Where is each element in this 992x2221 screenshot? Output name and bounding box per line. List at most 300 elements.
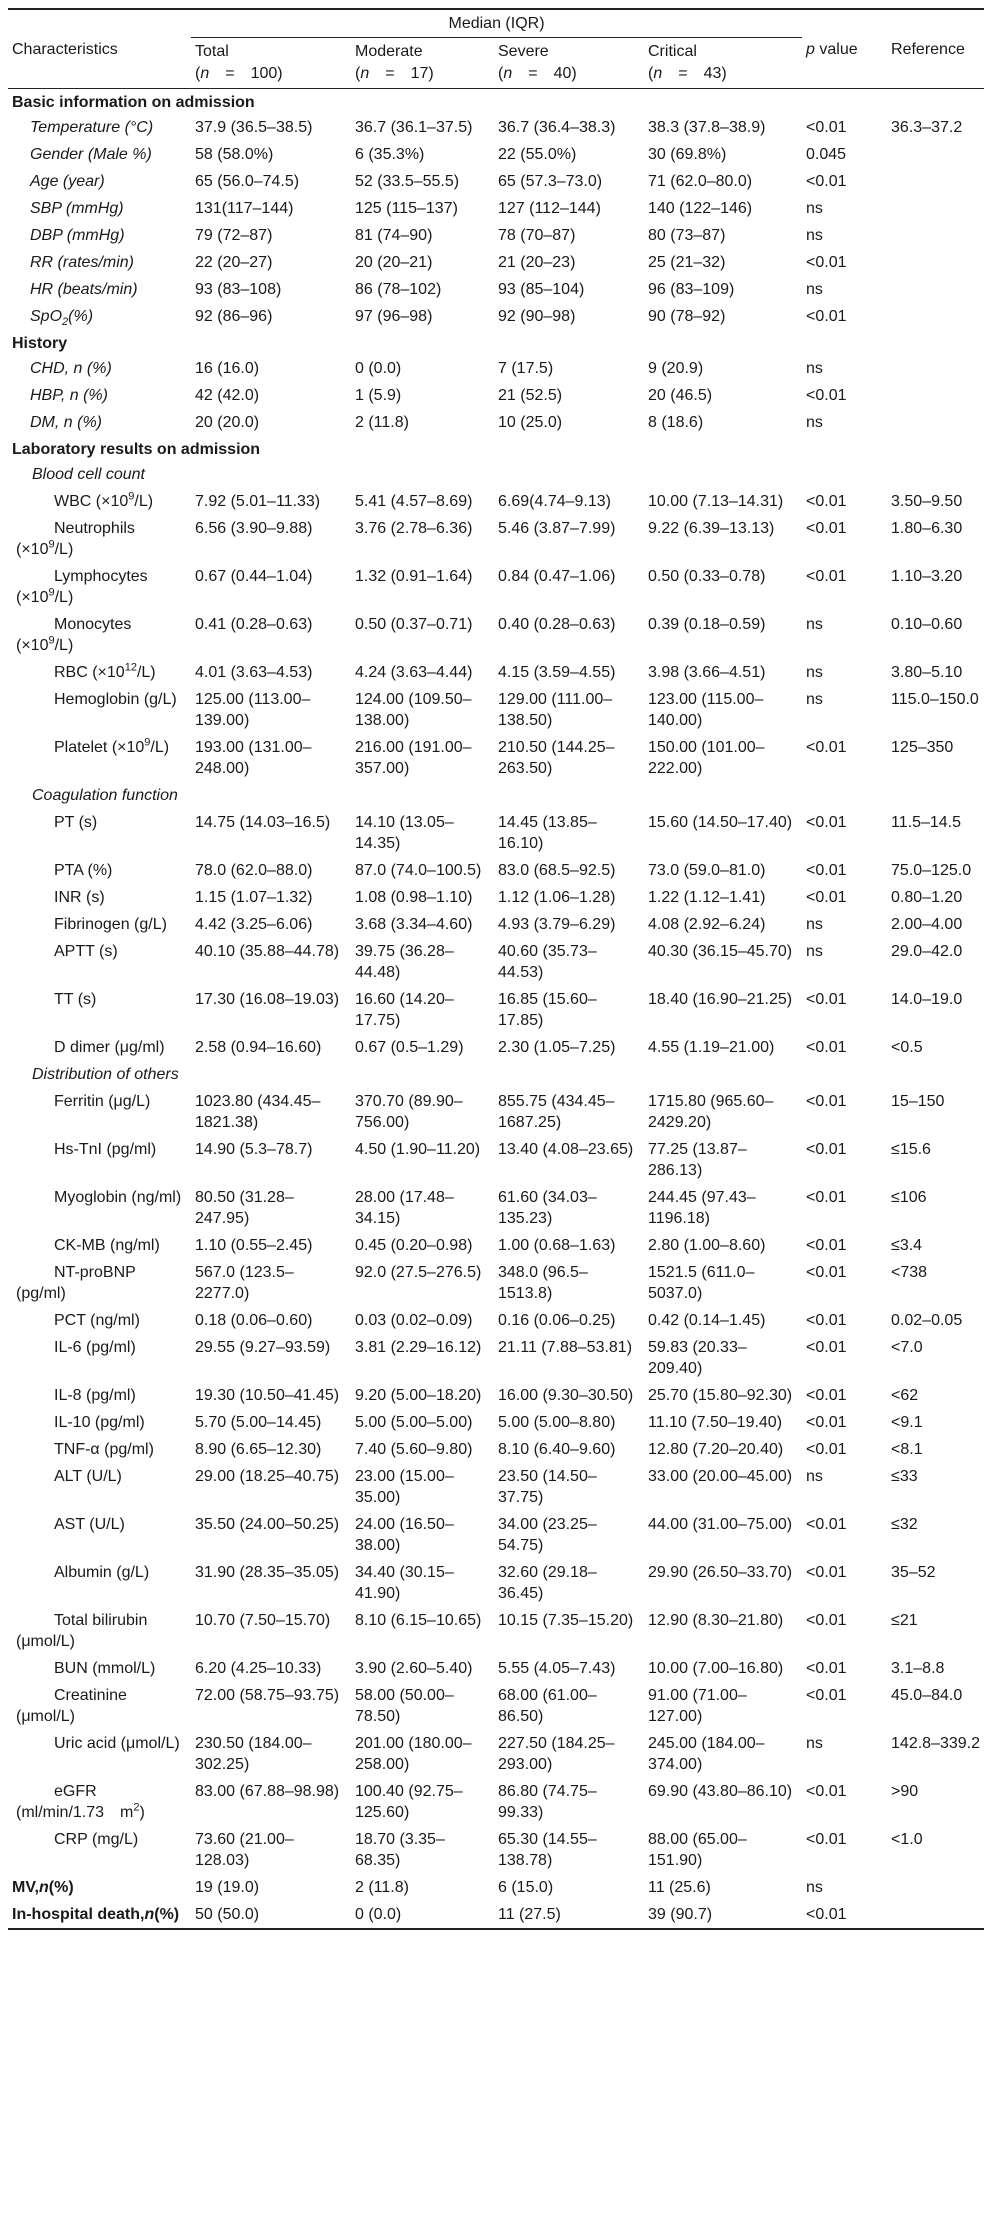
cell-moderate: 3.68 (3.34–4.60) — [355, 916, 473, 933]
cell-severe: 65.30 (14.55–138.78) — [498, 1831, 597, 1869]
cell-total: 42 (42.0) — [195, 387, 260, 404]
section-title: History — [12, 335, 68, 352]
cell-label: Fibrinogen (g/L) — [54, 916, 167, 933]
table-row — [8, 1874, 984, 1901]
section-title: Coagulation function — [32, 787, 178, 804]
table-row — [8, 141, 984, 168]
cell-label: DM, n (%) — [30, 414, 102, 431]
table-body — [8, 89, 984, 1930]
cell-total: 37.9 (36.5–38.5) — [195, 119, 313, 136]
cell-p: <0.01 — [806, 1189, 847, 1206]
cell-severe: 21.11 (7.88–53.81) — [498, 1339, 633, 1356]
section-basic — [8, 89, 984, 115]
cell-total: 2.58 (0.94–16.60) — [195, 1039, 322, 1056]
cell-label: CHD, n (%) — [30, 360, 112, 377]
table-row — [8, 734, 984, 782]
cell-label: SBP (mmHg) — [30, 200, 124, 217]
group-name: Severe — [498, 43, 549, 60]
cell-moderate: 28.00 (17.48–34.15) — [355, 1189, 454, 1227]
cell-severe: 6.69(4.74–9.13) — [498, 493, 611, 510]
cell-severe: 129.00 (111.00–138.50) — [498, 691, 613, 729]
cell-p: ns — [806, 360, 823, 377]
cell-severe: 34.00 (23.25–54.75) — [498, 1516, 597, 1554]
cell-ref: 2.00–4.00 — [891, 916, 963, 933]
cell-severe: 0.16 (0.06–0.25) — [498, 1312, 616, 1329]
cell-moderate: 2 (11.8) — [355, 1879, 409, 1896]
cell-ref: 0.10–0.60 — [891, 616, 963, 633]
cell-ref: 35–52 — [891, 1564, 936, 1581]
cell-p: ns — [806, 227, 823, 244]
cell-critical: 9.22 (6.39–13.13) — [648, 520, 775, 537]
cell-severe: 40.60 (35.73–44.53) — [498, 943, 597, 981]
group-n: (n = 17) — [355, 65, 434, 82]
cell-total: 14.90 (5.3–78.7) — [195, 1141, 313, 1158]
cell-severe: 7 (17.5) — [498, 360, 554, 377]
cell-ref: 1.80–6.30 — [891, 520, 963, 537]
cell-p: <0.01 — [806, 1564, 847, 1581]
cell-critical: 91.00 (71.00–127.00) — [648, 1687, 747, 1725]
cell-severe: 16.00 (9.30–30.50) — [498, 1387, 634, 1404]
cell-critical: 30 (69.8%) — [648, 146, 727, 163]
cell-label: TT (s) — [54, 991, 97, 1008]
cell-total: 78.0 (62.0–88.0) — [195, 862, 313, 879]
cell-moderate: 20 (20–21) — [355, 254, 433, 271]
cell-p: <0.01 — [806, 1387, 847, 1404]
cell-critical: 4.55 (1.19–21.00) — [648, 1039, 775, 1056]
cell-total: 5.70 (5.00–14.45) — [195, 1414, 322, 1431]
table-row — [8, 809, 984, 857]
cell-total: 29.55 (9.27–93.59) — [195, 1339, 331, 1356]
section-history — [8, 330, 984, 355]
cell-moderate: 0.67 (0.5–1.29) — [355, 1039, 464, 1056]
cell-label: MV,n(%) — [12, 1879, 74, 1896]
cell-severe: 5.00 (5.00–8.80) — [498, 1414, 616, 1431]
cell-critical: 12.90 (8.30–21.80) — [648, 1612, 784, 1629]
cell-ref: ≤21 — [891, 1612, 918, 1629]
cell-severe: 61.60 (34.03–135.23) — [498, 1189, 597, 1227]
cell-total: 72.00 (58.75–93.75) — [195, 1687, 340, 1704]
table-row — [8, 1259, 984, 1307]
group-name: Moderate — [355, 43, 423, 60]
characteristics-table — [8, 8, 984, 1930]
col-header-p-value — [802, 9, 887, 89]
cell-label: TNF-α (pg/ml) — [54, 1441, 154, 1458]
cell-total: 7.92 (5.01–11.33) — [195, 493, 321, 510]
cell-label: PT (s) — [54, 814, 98, 831]
cell-ref: 115.0–150.0 — [891, 691, 979, 708]
cell-moderate: 0 (0.0) — [355, 360, 402, 377]
table-row — [8, 488, 984, 515]
cell-ref: <7.0 — [891, 1339, 923, 1356]
cell-ref: <8.1 — [891, 1441, 923, 1458]
cell-critical: 123.00 (115.00–140.00) — [648, 691, 764, 729]
cell-total: 14.75 (14.03–16.5) — [195, 814, 331, 831]
cell-moderate: 97 (96–98) — [355, 308, 433, 325]
cell-total: 10.70 (7.50–15.70) — [195, 1612, 331, 1629]
col-header-characteristics: Characteristics — [8, 9, 191, 89]
cell-severe: 21 (20–23) — [498, 254, 576, 271]
cell-critical: 150.00 (101.00–222.00) — [648, 739, 765, 777]
cell-critical: 73.0 (59.0–81.0) — [648, 862, 766, 879]
cell-total: 40.10 (35.88–44.78) — [195, 943, 340, 960]
cell-critical: 25.70 (15.80–92.30) — [648, 1387, 793, 1404]
group-name: Critical — [648, 43, 697, 60]
cell-total: 131(117–144) — [195, 200, 294, 217]
cell-label: PCT (ng/ml) — [54, 1312, 140, 1329]
table-row — [8, 884, 984, 911]
cell-critical: 3.98 (3.66–4.51) — [648, 664, 766, 681]
cell-critical: 29.90 (26.50–33.70) — [648, 1564, 793, 1581]
cell-ref: <738 — [891, 1264, 928, 1281]
cell-total: 79 (72–87) — [195, 227, 273, 244]
subsection-coag — [8, 782, 984, 809]
table-row — [8, 1436, 984, 1463]
cell-severe: 78 (70–87) — [498, 227, 576, 244]
cell-p: <0.01 — [806, 1660, 847, 1677]
cell-severe: 36.7 (36.4–38.3) — [498, 119, 616, 136]
cell-severe: 68.00 (61.00–86.50) — [498, 1687, 597, 1725]
cell-moderate: 1.08 (0.98–1.10) — [355, 889, 473, 906]
cell-total: 1.15 (1.07–1.32) — [195, 889, 313, 906]
col-header-critical — [644, 38, 802, 89]
cell-label: Myoglobin (ng/ml) — [54, 1189, 182, 1206]
cell-label: HBP, n (%) — [30, 387, 108, 404]
cell-total: 92 (86–96) — [195, 308, 273, 325]
cell-critical: 90 (78–92) — [648, 308, 726, 325]
cell-label: Uric acid (μmol/L) — [54, 1735, 180, 1752]
cell-severe: 6 (15.0) — [498, 1879, 554, 1896]
cell-critical: 11 (25.6) — [648, 1879, 711, 1896]
table-row — [8, 222, 984, 249]
cell-label: HR (beats/min) — [30, 281, 138, 298]
table-row — [8, 1382, 984, 1409]
table-row — [8, 1778, 984, 1826]
cell-label: Monocytes $(\times 10^9/L)$ — [16, 616, 132, 654]
cell-moderate: 0.45 (0.20–0.98) — [355, 1237, 473, 1254]
cell-ref: 11.5–14.5 — [891, 814, 962, 831]
cell-p: <0.01 — [806, 991, 847, 1008]
table-row — [8, 515, 984, 563]
cell-p: <0.01 — [806, 1441, 847, 1458]
cell-p: <0.01 — [806, 814, 847, 831]
cell-moderate: 2 (11.8) — [355, 414, 409, 431]
cell-moderate: 125 (115–137) — [355, 200, 458, 217]
cell-severe: 227.50 (184.25–293.00) — [498, 1735, 615, 1773]
cell-ref: 75.0–125.0 — [891, 862, 972, 879]
table-row — [8, 1409, 984, 1436]
cell-label: BUN (mmol/L) — [54, 1660, 156, 1677]
cell-critical: 33.00 (20.00–45.00) — [648, 1468, 793, 1485]
cell-p: <0.01 — [806, 308, 847, 325]
cell-label: APTT (s) — [54, 943, 118, 960]
cell-severe: 10 (25.0) — [498, 414, 563, 431]
cell-ref: ≤106 — [891, 1189, 927, 1206]
cell-p: <0.01 — [806, 1093, 847, 1110]
cell-ref — [887, 195, 984, 222]
cell-total: 0.67 (0.44–1.04) — [195, 568, 313, 585]
cell-critical: 4.08 (2.92–6.24) — [648, 916, 766, 933]
cell-severe: 92 (90–98) — [498, 308, 576, 325]
header-row-1 — [8, 9, 984, 38]
cell-p: <0.01 — [806, 493, 847, 510]
cell-label: SpO$_2$(%) — [30, 308, 94, 329]
cell-moderate: 9.20 (5.00–18.20) — [355, 1387, 482, 1404]
cell-moderate: 100.40 (92.75–125.60) — [355, 1783, 463, 1821]
cell-p: ns — [806, 200, 823, 217]
table-row — [8, 1034, 984, 1061]
cell-critical: 11.10 (7.50–19.40) — [648, 1414, 783, 1431]
cell-moderate: 216.00 (191.00–357.00) — [355, 739, 472, 777]
table-row — [8, 1559, 984, 1607]
cell-ref: 3.50–9.50 — [891, 493, 963, 510]
cell-total: 125.00 (113.00–139.00) — [195, 691, 311, 729]
cell-total: 20 (20.0) — [195, 414, 260, 431]
cell-total: 230.50 (184.00–302.25) — [195, 1735, 312, 1773]
table-row — [8, 857, 984, 884]
table-row — [8, 1334, 984, 1382]
cell-total: 567.0 (123.5–2277.0) — [195, 1264, 294, 1302]
cell-severe: 86.80 (74.75–99.33) — [498, 1783, 597, 1821]
cell-ref: ≤3.4 — [891, 1237, 923, 1254]
cell-label: In-hospital death,n(%) — [8, 1901, 191, 1929]
table-row — [8, 938, 984, 986]
cell-total: 35.50 (24.00–50.25) — [195, 1516, 340, 1533]
cell-p: <0.01 — [806, 1339, 847, 1356]
cell-total: 0.41 (0.28–0.63) — [195, 616, 313, 633]
group-n: (n = 40) — [498, 65, 577, 82]
cell-moderate: 34.40 (30.15–41.90) — [355, 1564, 454, 1602]
cell-label: eGFR (ml/min/1.73 $m^2$) — [16, 1783, 145, 1821]
cell-ref: 142.8–339.2 — [891, 1735, 981, 1752]
col-header-median-iqr: Median (IQR) — [191, 9, 802, 38]
col-header-moderate — [351, 38, 494, 89]
cell-moderate: 370.70 (89.90–756.00) — [355, 1093, 463, 1131]
cell-critical: 88.00 (65.00–151.90) — [648, 1831, 747, 1869]
cell-moderate: 4.50 (1.90–11.20) — [355, 1141, 481, 1158]
cell-ref — [887, 1874, 984, 1901]
cell-ref: 3.80–5.10 — [891, 664, 963, 681]
table-row — [8, 114, 984, 141]
cell-moderate: 7.40 (5.60–9.80) — [355, 1441, 473, 1458]
cell-total: 83.00 (67.88–98.98) — [195, 1783, 340, 1800]
cell-label: Neutrophils $(\times 10^9/L)$ — [16, 520, 135, 558]
table-row — [8, 1184, 984, 1232]
cell-critical: 245.00 (184.00–374.00) — [648, 1735, 765, 1773]
cell-moderate: 81 (74–90) — [355, 227, 433, 244]
cell-moderate: 5.41 (4.57–8.69) — [355, 493, 473, 510]
cell-moderate: 8.10 (6.15–10.65) — [355, 1612, 482, 1629]
cell-label: Hs-TnI (pg/ml) — [54, 1141, 157, 1158]
table-row — [8, 355, 984, 382]
cell-ref: <0.5 — [891, 1039, 923, 1056]
cell-critical: 1521.5 (611.0–5037.0) — [648, 1264, 755, 1302]
cell-label: Creatinine (μmol/L) — [16, 1687, 127, 1725]
cell-severe: 23.50 (14.50–37.75) — [498, 1468, 597, 1506]
cell-severe: 127 (112–144) — [498, 200, 601, 217]
cell-ref: 125–350 — [891, 739, 954, 756]
cell-ref: 3.1–8.8 — [891, 1660, 945, 1677]
cell-critical: 40.30 (36.15–45.70) — [648, 943, 793, 960]
cell-label: WBC $(\times 10^9/L)$ — [54, 490, 154, 510]
cell-moderate: 52 (33.5–55.5) — [355, 173, 460, 190]
cell-moderate: 86 (78–102) — [355, 281, 442, 298]
table-row — [8, 195, 984, 222]
cell-critical: 18.40 (16.90–21.25) — [648, 991, 793, 1008]
p-value-rest: value — [814, 40, 858, 58]
cell-moderate: 0.03 (0.02–0.09) — [355, 1312, 473, 1329]
cell-critical: 0.50 (0.33–0.78) — [648, 568, 766, 585]
col-header-total — [191, 38, 351, 89]
table-row — [8, 1511, 984, 1559]
col-header-severe — [494, 38, 644, 89]
cell-severe: 65 (57.3–73.0) — [498, 173, 603, 190]
cell-ref — [887, 168, 984, 195]
cell-moderate: 0.50 (0.37–0.71) — [355, 616, 473, 633]
cell-moderate: 201.00 (180.00–258.00) — [355, 1735, 472, 1773]
cell-label: IL-10 (pg/ml) — [54, 1414, 145, 1431]
cell-total: 16 (16.0) — [195, 360, 260, 377]
cell-ref: 29.0–42.0 — [891, 943, 963, 960]
table-row — [8, 1826, 984, 1874]
cell-p: ns — [806, 281, 823, 298]
cell-p: ns — [806, 691, 823, 708]
group-n: (n = 43) — [648, 65, 727, 82]
cell-label: Gender (Male %) — [30, 146, 152, 163]
cell-label: ALT (U/L) — [54, 1468, 122, 1485]
cell-critical: 0.42 (0.14–1.45) — [648, 1312, 766, 1329]
cell-p: <0.01 — [806, 254, 847, 271]
cell-ref: 0.02–0.05 — [891, 1312, 963, 1329]
cell-total: 1.10 (0.55–2.45) — [195, 1237, 313, 1254]
cell-severe: 0.40 (0.28–0.63) — [498, 616, 616, 633]
cell-p: ns — [806, 664, 823, 681]
table-row — [8, 1655, 984, 1682]
table-row — [8, 249, 984, 276]
table-row — [8, 1901, 984, 1929]
cell-critical: 15.60 (14.50–17.40) — [648, 814, 793, 831]
cell-ref — [887, 276, 984, 303]
table-row — [8, 611, 984, 659]
cell-label: IL-8 (pg/ml) — [54, 1387, 136, 1404]
group-n: (n = 100) — [195, 65, 283, 82]
cell-severe: 348.0 (96.5–1513.8) — [498, 1264, 588, 1302]
cell-moderate: 39.75 (36.28–44.48) — [355, 943, 454, 981]
cell-critical: 69.90 (43.80–86.10) — [648, 1783, 793, 1800]
cell-severe: 1.00 (0.68–1.63) — [498, 1237, 616, 1254]
cell-label: RR (rates/min) — [30, 254, 135, 271]
cell-ref — [887, 409, 984, 436]
cell-severe: 4.93 (3.79–6.29) — [498, 916, 616, 933]
table-row — [8, 563, 984, 611]
table-row — [8, 168, 984, 195]
cell-total: 4.42 (3.25–6.06) — [195, 916, 313, 933]
cell-label: Temperature (°C) — [30, 119, 154, 136]
table-row — [8, 276, 984, 303]
cell-moderate: 4.24 (3.63–4.44) — [355, 664, 473, 681]
cell-severe: 13.40 (4.08–23.65) — [498, 1141, 634, 1158]
subsection-others — [8, 1061, 984, 1088]
cell-ref: >90 — [891, 1783, 919, 1800]
cell-severe: 4.15 (3.59–4.55) — [498, 664, 616, 681]
cell-p: <0.01 — [806, 1516, 847, 1533]
cell-p: <0.01 — [806, 1264, 847, 1281]
cell-severe: 1.12 (1.06–1.28) — [498, 889, 616, 906]
cell-p: <0.01 — [806, 1312, 847, 1329]
table-row — [8, 382, 984, 409]
cell-ref — [887, 303, 984, 330]
cell-critical: 10.00 (7.13–14.31) — [648, 493, 784, 510]
group-name: Total — [195, 43, 229, 60]
p-letter: p — [806, 40, 815, 58]
cell-total: 17.30 (16.08–19.03) — [195, 991, 340, 1008]
cell-p: <0.01 — [806, 387, 847, 404]
cell-total: 19 (19.0) — [195, 1879, 260, 1896]
cell-total: 4.01 (3.63–4.53) — [195, 664, 313, 681]
section-title: Distribution of others — [32, 1066, 179, 1083]
cell-moderate: 92.0 (27.5–276.5) — [355, 1264, 482, 1281]
cell-severe: 32.60 (29.18–36.45) — [498, 1564, 597, 1602]
cell-moderate: 14.10 (13.05–14.35) — [355, 814, 454, 852]
cell-moderate: 87.0 (74.0–100.5) — [355, 862, 482, 879]
cell-moderate: 1 (5.9) — [355, 387, 402, 404]
cell-ref: 15–150 — [891, 1093, 945, 1110]
cell-ref — [887, 249, 984, 276]
cell-moderate: 1.32 (0.91–1.64) — [355, 568, 473, 585]
cell-critical: 0.39 (0.18–0.59) — [648, 616, 766, 633]
cell-moderate: 18.70 (3.35–68.35) — [355, 1831, 445, 1869]
cell-total: 65 (56.0–74.5) — [195, 173, 300, 190]
table-row — [8, 409, 984, 436]
cell-moderate: 0 (0.0) — [351, 1901, 494, 1929]
cell-total: 58 (58.0%) — [195, 146, 274, 163]
cell-critical: 9 (20.9) — [648, 360, 704, 377]
cell-moderate: 58.00 (50.00–78.50) — [355, 1687, 454, 1725]
cell-p: <0.01 — [806, 1783, 847, 1800]
cell-total: 1023.80 (434.45–1821.38) — [195, 1093, 321, 1131]
cell-severe: 11 (27.5) — [494, 1901, 644, 1929]
table-row — [8, 686, 984, 734]
cell-ref: 45.0–84.0 — [891, 1687, 963, 1704]
cell-label: Hemoglobin (g/L) — [54, 691, 177, 708]
cell-ref: ≤32 — [891, 1516, 918, 1533]
subsection-blood — [8, 461, 984, 488]
cell-label: IL-6 (pg/ml) — [54, 1339, 136, 1356]
cell-label: Age (year) — [30, 173, 105, 190]
cell-p: <0.01 — [806, 1237, 847, 1254]
cell-p: <0.01 — [802, 1901, 887, 1929]
cell-critical: 77.25 (13.87–286.13) — [648, 1141, 747, 1179]
cell-label: CK-MB (ng/ml) — [54, 1237, 160, 1254]
cell-label: AST (U/L) — [54, 1516, 125, 1533]
cell-critical: 20 (46.5) — [648, 387, 713, 404]
cell-ref — [887, 222, 984, 249]
cell-moderate: 23.00 (15.00–35.00) — [355, 1468, 454, 1506]
table-row — [8, 1232, 984, 1259]
cell-severe: 210.50 (144.25–263.50) — [498, 739, 615, 777]
cell-ref: ≤15.6 — [891, 1141, 931, 1158]
cell-moderate: 3.81 (2.29–16.12) — [355, 1339, 482, 1356]
cell-moderate: 5.00 (5.00–5.00) — [355, 1414, 473, 1431]
cell-total: 193.00 (131.00–248.00) — [195, 739, 312, 777]
cell-ref — [887, 382, 984, 409]
cell-critical: 10.00 (7.00–16.80) — [648, 1660, 784, 1677]
cell-ref: 36.3–37.2 — [891, 119, 963, 136]
cell-moderate: 36.7 (36.1–37.5) — [355, 119, 473, 136]
cell-total: 80.50 (31.28–247.95) — [195, 1189, 294, 1227]
cell-label: PTA (%) — [54, 862, 113, 879]
table-row — [8, 303, 984, 330]
table-row — [8, 1682, 984, 1730]
